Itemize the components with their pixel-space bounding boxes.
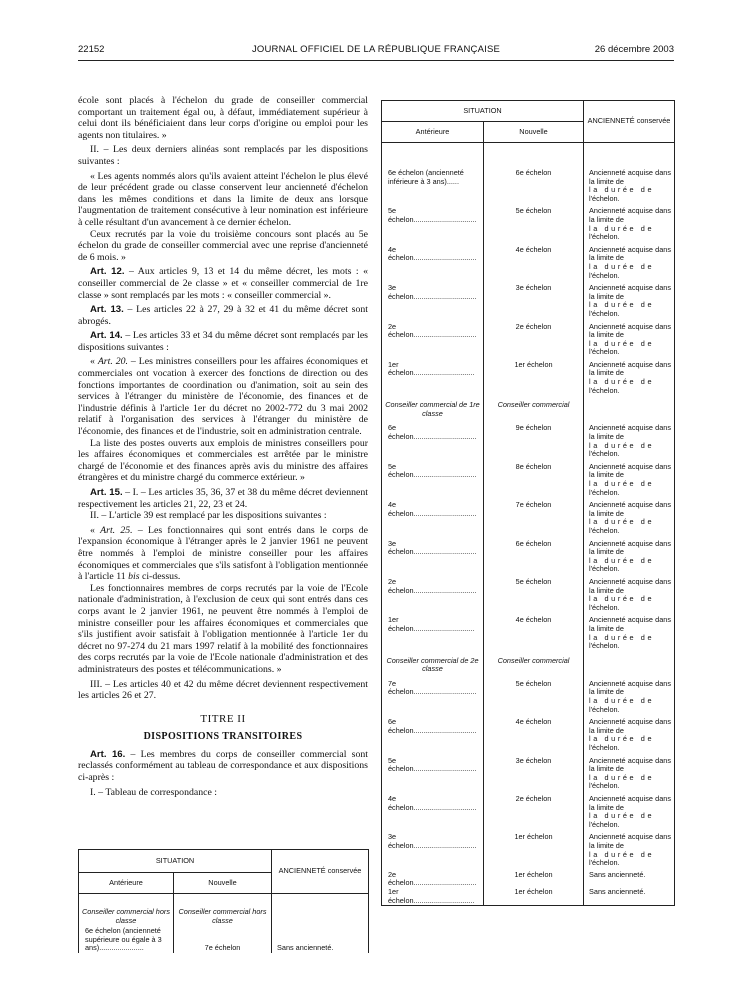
article-label: Art. 14.	[90, 330, 123, 342]
anciennete-line: l'échelon.	[589, 743, 620, 753]
row-nouvelle: 2e échelon	[484, 791, 584, 829]
anciennete-line: l'échelon.	[589, 525, 620, 535]
row-nouvelle: 5e échelon	[484, 574, 584, 612]
anciennete-line: l'échelon.	[589, 193, 620, 203]
table-row	[382, 612, 675, 650]
anciennete-line: la durée de	[589, 849, 655, 859]
anciennete-line: la durée de	[589, 696, 655, 706]
table-row	[382, 242, 675, 280]
row-anciennete	[584, 242, 675, 280]
row-nouvelle: 4e échelon	[484, 714, 584, 752]
anciennete-line: Ancienneté acquise dans la limite de	[589, 755, 672, 774]
anciennete-line: l'échelon.	[589, 819, 620, 829]
anciennete-line: l'échelon.	[589, 781, 620, 791]
anciennete-line: la durée de	[589, 555, 655, 565]
category-anciennete	[584, 651, 675, 674]
table-row	[382, 280, 675, 318]
row-anciennete	[584, 829, 675, 867]
anciennete-line: la durée de	[589, 338, 655, 348]
anciennete-line: la durée de	[589, 377, 655, 387]
article-label: Art. 15.	[90, 487, 123, 498]
row-nouvelle: 5e échelon	[484, 203, 584, 241]
anciennete-line: Ancienneté acquise dans la limite de	[589, 678, 672, 697]
table-row	[382, 357, 675, 395]
anciennete-line: la durée de	[589, 223, 655, 233]
table-row	[382, 888, 675, 906]
anciennete-line: Ancienneté acquise dans la limite de	[589, 461, 672, 480]
header-anterieure: Antérieure	[79, 873, 174, 894]
row-nouvelle: 2e échelon	[484, 319, 584, 357]
category-anterieure: Conseiller commercial de 2e classe	[382, 651, 484, 674]
anciennete-line: la durée de	[589, 632, 655, 642]
article-label: Art. 16.	[90, 748, 126, 760]
header-situation: SITUATION	[79, 850, 272, 873]
table-row	[382, 418, 675, 458]
row-anciennete: Sans ancienneté.	[584, 888, 675, 906]
paragraph: La liste des postes ouverts aux emplois de ministres conseillers pour les affaires économiques et commerciales est arrêtée par le ministre chargé de l'économie et des finances après avis du ministre des affaires étrangères et du ministre chargé du commerce extérieur. »	[78, 437, 368, 484]
anciennete-line: Ancienneté acquise dans la limite de	[589, 717, 672, 735]
table-row	[382, 868, 675, 888]
row-anciennete	[584, 791, 675, 829]
table-row-anterieure: 6e échelon (ancienneté supérieure ou égale à 3 ans)......................	[79, 925, 174, 953]
row-anciennete	[584, 319, 675, 357]
paragraph-text: – Les ministres conseillers pour les affaires économiques et commerciales ont vocation à exercer des fonctions de direction ou des fonctions importantes de coordination ou d'animation, soit au sein des services à l'étranger du ministère de l'économie, des finances et de l'industrie définis à l'article 1er du décret no 2002-772 du 3 mai 2002 relatif à l'organisation des services à l'étranger du ministère de l'économie, des finances et de l'industrie, soit en administration centrale.	[78, 356, 368, 438]
table-row	[382, 791, 675, 829]
row-nouvelle: 1er échelon	[484, 888, 584, 906]
row-nouvelle: 3e échelon	[484, 280, 584, 318]
category-anciennete	[584, 395, 675, 418]
row-anciennete: Sans ancienneté.	[584, 868, 675, 888]
article-13	[78, 304, 368, 327]
anciennete-line: l'échelon.	[589, 602, 620, 612]
row-anciennete	[584, 674, 675, 714]
table-row	[382, 574, 675, 612]
row-nouvelle: 4e échelon	[484, 612, 584, 650]
row-nouvelle: 8e échelon	[484, 459, 584, 497]
category-nouvelle: Conseiller commercial	[484, 651, 584, 674]
row-anciennete	[584, 357, 675, 395]
paragraph: II. – Les deux derniers alinéas sont remplacés par les dispositions suivantes :	[78, 144, 368, 167]
anciennete-line: la durée de	[589, 811, 655, 821]
table-row	[382, 829, 675, 867]
row-nouvelle: 1er échelon	[484, 829, 584, 867]
row-anterieure: 2e échelon...............................	[382, 319, 484, 357]
row-anciennete	[584, 418, 675, 458]
paragraph: III. – Les articles 40 et 42 du même décret deviennent respectivement les articles 26 et 27.	[78, 678, 368, 702]
bis: bis	[128, 571, 140, 583]
paragraph: école sont placés à l'échelon du grade de conseiller commercial comportant un traitement égal ou, à défaut, immédiatement supérieur à celui dont ils bénéficiaient dans leur corps d'origine ou emploi pour les agents non titulaires. »	[78, 95, 368, 141]
article-text: – I. – Les articles 35, 36, 37 et 38 du même décret deviennent respectivement les articles 21, 22, 23 et 24.	[78, 487, 368, 510]
article-label: Art. 12.	[90, 266, 125, 278]
anciennete-line: Ancienneté acquise dans la limite de	[589, 206, 672, 224]
paragraph	[78, 525, 368, 583]
row-nouvelle: 4e échelon	[484, 242, 584, 280]
anciennete-line: Ancienneté acquise dans la limite de	[589, 244, 672, 263]
page-number: 22152	[78, 44, 105, 55]
row-nouvelle: 1er échelon	[484, 868, 584, 888]
article-16	[78, 749, 368, 784]
row-nouvelle: 6e échelon	[484, 536, 584, 574]
row-nouvelle: 3e échelon	[484, 753, 584, 791]
row-nouvelle: 1er échelon	[484, 357, 584, 395]
header-anciennete: ANCIENNETÉ conservée	[584, 101, 675, 143]
anciennete-line: la durée de	[589, 440, 655, 450]
article-14	[78, 330, 368, 353]
header-rule	[78, 60, 674, 61]
table-row	[382, 143, 675, 204]
table-row-nouvelle: 7e échelon	[174, 925, 272, 953]
anciennete-line: la durée de	[589, 517, 655, 527]
anciennete-line: l'échelon.	[589, 858, 620, 868]
article-text: – Les articles 33 et 34 du même décret sont remplacés par les dispositions suivantes :	[78, 330, 368, 353]
table-row	[382, 319, 675, 357]
table-row-anciennete: Sans ancienneté.	[272, 925, 369, 953]
row-anterieure: 6e échelon...............................	[382, 714, 484, 752]
anciennete-line: Ancienneté acquise dans la limite de	[589, 576, 672, 595]
paragraph: « Les agents nommés alors qu'ils avaient atteint l'échelon le plus élevé de leur précédent grade ou classe conservent leur ancienneté d'échelon dans les mêmes conditions et dans la limite de deux ans lorsque l'augmentation de traitement consécutive à leur nomination est inférieure à celle résultant d'un avancement à ce dernier échelon.	[78, 170, 368, 228]
anciennete-line: Ancienneté acquise dans la limite de	[589, 321, 672, 340]
anciennete-line: la durée de	[589, 772, 655, 782]
row-anterieure: 3e échelon...............................	[382, 536, 484, 574]
anciennete-line: Ancienneté acquise dans la limite de	[589, 538, 672, 557]
publication-date: 26 décembre 2003	[594, 44, 674, 55]
row-anciennete	[584, 753, 675, 791]
left-column	[78, 95, 368, 798]
category-row	[382, 395, 675, 418]
row-nouvelle: 7e échelon	[484, 497, 584, 535]
anciennete-line: l'échelon.	[589, 385, 620, 395]
row-anterieure: 3e échelon...............................	[382, 829, 484, 867]
row-anciennete	[584, 143, 675, 204]
paragraph-text: ci-dessus.	[139, 571, 181, 583]
category-nouvelle: Conseiller commercial	[484, 395, 584, 418]
anciennete-line: la durée de	[589, 594, 655, 604]
paragraph-text: – Les fonctionnaires qui sont entrés dans le corps de l'expansion économique à l'étranger après le 2 janvier 1961 ne peuvent être nommés à l'emploi de ministre conseiller pour les affaires économiques et commerciales que s'ils satisfont à l'obligation mentionnée à l'article 11	[78, 524, 368, 583]
row-anterieure: 5e échelon...............................	[382, 459, 484, 497]
row-anciennete	[584, 714, 675, 752]
table-row	[382, 753, 675, 791]
anciennete-line: la durée de	[589, 261, 655, 271]
header-anciennete: ANCIENNETÉ conservée	[272, 850, 369, 894]
anciennete-line: la durée de	[589, 185, 655, 195]
table-row	[382, 459, 675, 497]
row-anterieure: 1er échelon..............................	[382, 357, 484, 395]
titre-subheading: DISPOSITIONS TRANSITOIRES	[143, 731, 303, 743]
row-anciennete	[584, 574, 675, 612]
row-anterieure: 2e échelon...............................	[382, 574, 484, 612]
article-text: – Les articles 22 à 27, 29 à 32 et 41 du même décret sont abrogés.	[78, 304, 368, 327]
row-anterieure: 6e échelon (ancienneté inférieure à 3 ans)......	[382, 143, 484, 204]
category-anciennete	[272, 894, 369, 926]
anciennete-line: l'échelon.	[589, 564, 620, 574]
article-12	[78, 266, 368, 301]
table-row	[382, 536, 675, 574]
article-label: Art. 13.	[90, 304, 124, 316]
anciennete-line: l'échelon.	[589, 308, 620, 318]
row-anterieure: 2e échelon...............................	[382, 868, 484, 888]
article-ref: Art. 25.	[100, 524, 133, 536]
correspondence-table-left	[78, 849, 369, 953]
anciennete-line: la durée de	[589, 479, 655, 488]
article-15	[78, 487, 368, 510]
row-anterieure: 1er échelon..............................	[382, 888, 484, 906]
row-nouvelle: 5e échelon	[484, 674, 584, 714]
article-ref: Art. 20.	[97, 356, 128, 368]
header-anterieure: Antérieure	[382, 122, 484, 143]
article-text: – Les membres du corps de conseiller commercial sont reclassés conformément au tableau de correspondance et aux dispositions ci-après :	[78, 748, 368, 784]
anciennete-line: Ancienneté acquise dans la limite de	[589, 359, 672, 378]
anciennete-line: Ancienneté acquise dans la limite de	[589, 832, 672, 850]
row-anterieure: 7e échelon...............................	[382, 674, 484, 714]
article-text: – Aux articles 9, 13 et 14 du même décret, les mots : « conseiller commercial de 2e classe » et « conseiller commercial de 1re classe » sont remplacés par les mots : « conseiller commercial ».	[78, 266, 369, 301]
anciennete-line: l'échelon.	[589, 704, 620, 714]
table-row	[382, 674, 675, 714]
anciennete-line: Ancienneté acquise dans la limite de	[589, 283, 672, 301]
titre-heading: TITRE II	[200, 712, 246, 725]
paragraph: II. – L'article 39 est remplacé par les dispositions suivantes :	[90, 510, 327, 522]
row-anciennete	[584, 280, 675, 318]
table-row	[382, 203, 675, 241]
row-nouvelle: 6e échelon	[484, 143, 584, 204]
row-anciennete	[584, 459, 675, 497]
category-nouvelle: Conseiller commercial hors classe	[174, 894, 272, 926]
anciennete-line: la durée de	[589, 300, 655, 310]
journal-title: JOURNAL OFFICIEL DE LA RÉPUBLIQUE FRANÇAISE	[251, 44, 501, 55]
anciennete-line: l'échelon.	[589, 487, 620, 497]
correspondence-table-right	[381, 100, 675, 906]
anciennete-line: Ancienneté acquise dans la limite de	[589, 615, 672, 633]
quote-mark: «	[90, 356, 98, 368]
anciennete-line: Ancienneté acquise dans la limite de	[589, 794, 672, 812]
header-nouvelle: Nouvelle	[174, 873, 272, 894]
quote-mark: «	[90, 524, 101, 536]
row-anciennete	[584, 612, 675, 650]
row-anterieure: 5e échelon...............................	[382, 203, 484, 241]
row-anterieure: 4e échelon...............................	[382, 242, 484, 280]
paragraph: Ceux recrutés par la voie du troisième concours sont placés au 5e échelon du grade de conseiller commercial avec une reprise d'ancienneté de 6 mois. »	[78, 228, 368, 263]
row-anciennete	[584, 497, 675, 535]
row-anciennete	[584, 203, 675, 241]
anciennete-line: Ancienneté acquise dans la limite de	[589, 423, 672, 442]
anciennete-line: l'échelon.	[589, 270, 620, 280]
row-nouvelle: 9e échelon	[484, 418, 584, 458]
paragraph: I. – Tableau de correspondance :	[90, 786, 217, 798]
row-anterieure: 1er échelon..............................	[382, 612, 484, 650]
anciennete-line: l'échelon.	[589, 232, 620, 242]
paragraph: Les fonctionnaires membres de corps recrutés par la voie de l'Ecole nationale d'administration, à l'exclusion de ceux qui sont entrés dans ces corps avant le 2 janvier 1961, ne peuvent être nommés à l'emploi de ministre conseiller pour les affaires économiques et commerciales que s'ils justifient avoir satisfait à l'obligation mentionnée à l'article 1er du décret no 97-274 du 21 mars 1997 relatif à la mobilité des fonctionnaires des corps recrutés par la voie de l'Ecole nationale d'administration et des administrateurs des postes et télécommunications. »	[78, 582, 368, 675]
table-body	[382, 143, 675, 906]
paragraph	[78, 356, 368, 437]
header-nouvelle: Nouvelle	[484, 122, 584, 143]
anciennete-line: l'échelon.	[589, 347, 620, 357]
anciennete-line: l'échelon.	[589, 641, 620, 651]
page-header	[78, 44, 674, 58]
anciennete-line: l'échelon.	[589, 449, 620, 459]
row-anciennete	[584, 536, 675, 574]
row-anterieure: 4e échelon...............................	[382, 791, 484, 829]
anciennete-line: Ancienneté acquise dans la limite de	[589, 500, 672, 518]
table-row	[382, 714, 675, 752]
anciennete-line: la durée de	[589, 734, 655, 744]
category-anterieure: Conseiller commercial de 1re classe	[382, 395, 484, 418]
row-anterieure: 4e échelon...............................	[382, 497, 484, 535]
category-row	[382, 651, 675, 674]
row-anterieure: 5e échelon...............................	[382, 753, 484, 791]
table-row	[382, 497, 675, 535]
row-anterieure: 6e échelon...............................	[382, 418, 484, 458]
header-situation: SITUATION	[382, 101, 584, 122]
anciennete-line: Ancienneté acquise dans la limite de	[589, 168, 672, 186]
row-anterieure: 3e échelon...............................	[382, 280, 484, 318]
category-anterieure: Conseiller commercial hors classe	[79, 894, 174, 926]
